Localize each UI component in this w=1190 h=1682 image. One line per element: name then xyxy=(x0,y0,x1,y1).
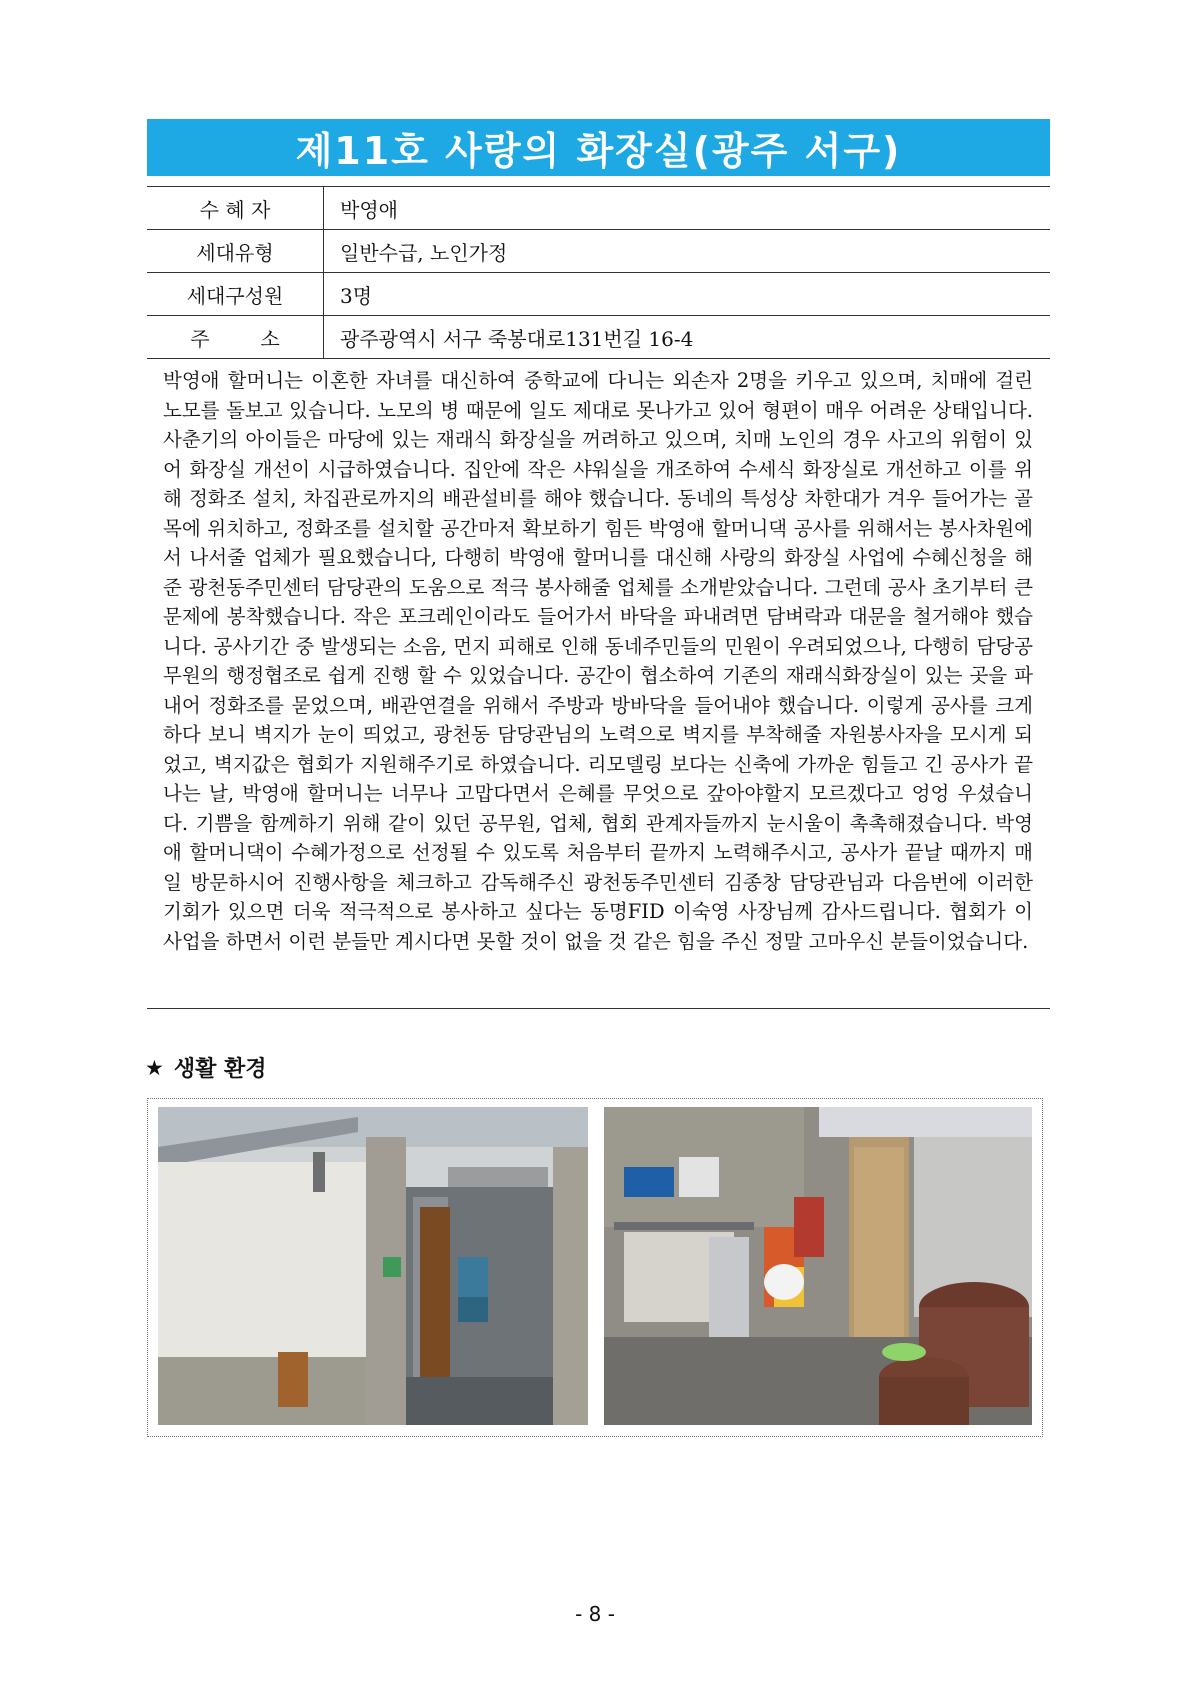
info-value: 박영애 xyxy=(324,187,1051,230)
story-paragraph: 박영애 할머니는 이혼한 자녀를 대신하여 중학교에 다니는 외손자 2명을 키우고 있으며, 치매에 걸린 노모를 돌보고 있습니다. 노모의 병 때문에 일도 제대로 못나가고 있어 형편이 매우 어려운 상태입니다. 사춘기의 아이들은 마당에 있는 재래식 화장실을 꺼려하고 있으며, 치매 노인의 경우 사고의 위험이 있어 화장실 개선이 시급하였습니다. 집안에 작은 샤워실을 개조하여 수세식 화장실로 개선하고 이를 위해 정화조 설치, 차집관로까지의 배관설비를 해야 했습니다. 동네의 특성상 차한대가 겨우 들어가는 골목에 위치하고, 정화조를 설치할 공간마저 확보하기 힘든 박영애 할머니댁 공사를 위해서는 봉사차원에서 나서줄 업체가 필요했습니다, 다행히 박영애 할머니를 대신해 사랑의 화장실 사업에 수혜신청을 해준 광천동주민센터 담당관의 도움으로 적극 봉사해줄 업체를 소개받았습니다. 그런데 공사 초기부터 큰 문제에 봉착했습니다. 작은 포크레인이라도 들어가서 바닥을 파내려면 담벼락과 대문을 철거해야 했습니다. 공사기간 중 발생되는 소음, 먼지 피해로 인해 동네주민들의 민원이 우려되었으나, 다행히 담당공무원의 행정협조로 쉽게 진행 할 수 있었습니다. 공간이 협소하여 기존의 재래식화장실이 있는 곳을 파내어 정화조를 묻었으며, 배관연결을 위해서 주방과 방바닥을 들어내야 했습니다. 이렇게 공사를 크게 하다 보니 벽지가 눈이 띄었고, 광천동 담당관님의 노력으로 벽지를 부착해줄 자원봉사자을 모시게 되었고, 벽지값은 협회가 지원해주기로 하였습니다. 리모델링 보다는 신축에 가까운 힘들고 긴 공사가 끝나는 날, 박영애 할머니는 너무나 고맙다면서 은혜를 무엇으로 갚아야할지 모르겠다고 엉엉 우셨습니다. 기쁨을 함께하기 위해 같이 있던 공무원, 업체, 협회 관계자들까지 눈시울이 촉촉해졌습니다. 박영애 할머니댁이 수혜가정으로 선정될 수 있도록 처음부터 끝까지 노력해주시고, 공사가 끝날 때까지 매일 방문하시어 진행사항을 체크하고 감독해주신 광천동주민센터 김종창 담당관님과 다음번에 이러한 기회가 있으면 더욱 적극적으로 봉사하고 싶다는 동명FID 이숙영 사장님께 감사드립니다. 협회가 이 사업을 하면서 이런 분들만 계시다면 못할 것이 없을 것 같은 힘을 주신 정말 고마우신 분들이었습니다. xyxy=(163,369,1033,953)
section-heading-label: 생활 환경 xyxy=(173,1057,267,1082)
house-entrance-photo xyxy=(158,1107,588,1425)
house-entrance-illustration xyxy=(158,1107,588,1425)
info-label: 수 혜 자 xyxy=(147,187,324,230)
courtyard-illustration xyxy=(604,1107,1032,1425)
info-row-household-members xyxy=(147,273,1050,316)
info-row-household-type xyxy=(147,230,1050,273)
info-value: 일반수급, 노인가정 xyxy=(324,230,1051,273)
info-value: 광주광역시 서구 죽봉대로131번길 16-4 xyxy=(324,316,1051,359)
section-divider xyxy=(147,1008,1050,1009)
page-title: 제11호 사랑의 화장실(광주 서구) xyxy=(147,119,1050,176)
page-number: - 8 - xyxy=(575,1602,615,1626)
info-row-address xyxy=(147,316,1050,359)
info-label: 세대유형 xyxy=(147,230,324,273)
recipient-info-table xyxy=(147,186,1050,359)
info-value: 3명 xyxy=(324,273,1051,316)
info-label: 세대구성원 xyxy=(147,273,324,316)
star-icon: ★ xyxy=(145,1055,164,1080)
info-label: 주 소 xyxy=(147,316,324,359)
section-heading xyxy=(145,1052,267,1083)
courtyard-photo xyxy=(604,1107,1032,1425)
photo-frame xyxy=(147,1098,1043,1437)
info-row-recipient xyxy=(147,187,1050,230)
